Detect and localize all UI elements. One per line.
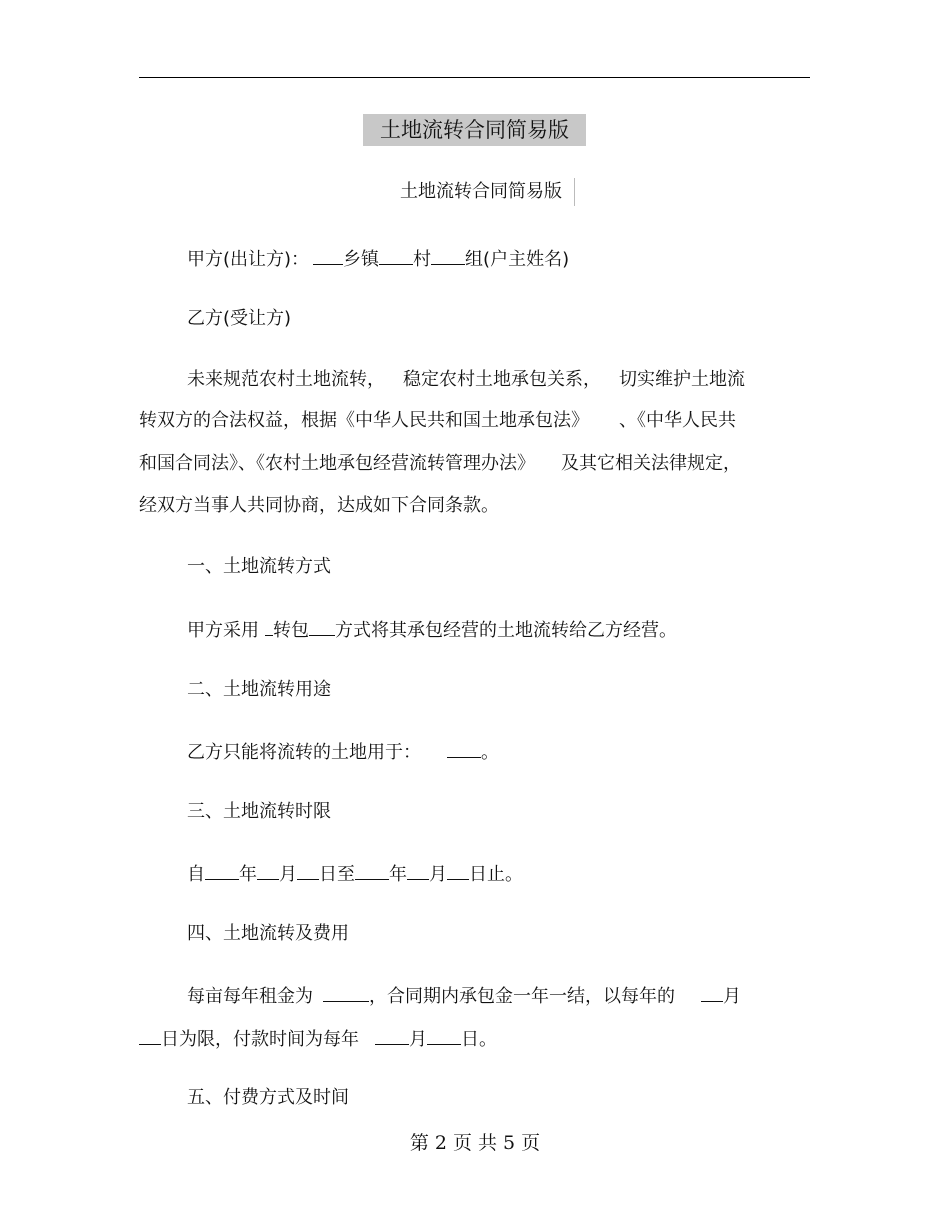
intro-text: 转双方的合法权益，根据《中华人民共和国土地承包法》 — [139, 410, 589, 431]
intro-line-2 — [139, 407, 736, 435]
s1-text: 甲方采用 — [187, 620, 259, 641]
intro-text: 稳定农村土地承包关系， — [403, 369, 601, 390]
blank-township — [313, 244, 343, 265]
s4-text: 月 — [723, 986, 741, 1007]
section-2-text — [187, 737, 499, 767]
document-title: 土地流转合同简易版 — [363, 114, 586, 146]
intro-text: 、《中华人民共 — [619, 410, 736, 431]
s4-text: 每亩每年租金为 — [187, 986, 313, 1007]
intro-line-4: 经双方当事人共同协商，达成如下合同条款。 — [139, 495, 499, 516]
s3-text: 年 — [389, 864, 407, 885]
section-5-heading: 五、付费方式及时间 — [187, 1087, 349, 1108]
blank — [205, 859, 239, 880]
blank-usage — [447, 737, 481, 758]
s4-text: 月 — [409, 1029, 427, 1050]
blank — [297, 859, 319, 880]
intro-line-1 — [187, 366, 745, 394]
village-label: 村 — [413, 249, 432, 270]
intro-text: 切实维护土地流 — [619, 369, 745, 390]
transfer-method-value: 转包 — [273, 620, 309, 641]
s1-text: 方式将其承包经营的土地流转给乙方经营。 — [335, 620, 677, 641]
s2-text: 。 — [481, 742, 499, 763]
s3-text: 月 — [429, 864, 447, 885]
blank — [375, 1024, 409, 1045]
party-a-line — [187, 244, 569, 274]
intro-text: 及其它相关法律规定， — [561, 453, 741, 474]
s4-text: 日。 — [461, 1029, 497, 1050]
s3-text: 月 — [279, 864, 297, 885]
intro-text: 未来规范农村土地流转， — [187, 369, 385, 390]
group-label: 组(户主姓名) — [465, 249, 570, 270]
section-1-heading: 一、土地流转方式 — [187, 556, 331, 577]
blank — [407, 859, 429, 880]
blank — [265, 615, 273, 636]
s3-text: 年 — [239, 864, 257, 885]
s3-text: 日止。 — [469, 864, 523, 885]
blank — [139, 1024, 161, 1045]
header-rule — [139, 77, 810, 78]
s2-text: 乙方只能将流转的土地用于： — [187, 742, 421, 763]
s4-text: 日为限，付款时间为每年 — [161, 1029, 359, 1050]
document-subtitle: 土地流转合同简易版 — [398, 178, 575, 206]
party-b-line: 乙方(受让方) — [187, 308, 292, 329]
blank — [309, 615, 335, 636]
s4-text: ，合同期内承包金一年一结，以每年的 — [369, 986, 675, 1007]
blank-village — [379, 244, 413, 265]
page-number: 第 2 页 共 5 页 — [409, 1132, 541, 1154]
section-4-text-1 — [187, 981, 741, 1011]
s3-text: 日至 — [319, 864, 355, 885]
intro-text: 和国合同法》、《农村土地承包经营流转管理办法》 — [139, 453, 535, 474]
section-3-heading: 三、土地流转时限 — [187, 801, 331, 822]
blank-rent — [323, 981, 369, 1002]
s3-text: 自 — [187, 864, 205, 885]
section-1-text — [187, 615, 677, 645]
party-a-label: 甲方(出让方)： — [187, 249, 310, 270]
blank — [427, 1024, 461, 1045]
intro-line-3 — [139, 450, 741, 478]
section-3-text — [187, 859, 523, 889]
section-2-heading: 二、土地流转用途 — [187, 679, 331, 700]
blank — [447, 859, 469, 880]
blank — [355, 859, 389, 880]
township-label: 乡镇 — [343, 249, 380, 270]
blank-group — [431, 244, 465, 265]
blank — [257, 859, 279, 880]
section-4-heading: 四、土地流转及费用 — [187, 923, 349, 944]
blank — [701, 981, 723, 1002]
section-4-text-2 — [139, 1024, 497, 1054]
